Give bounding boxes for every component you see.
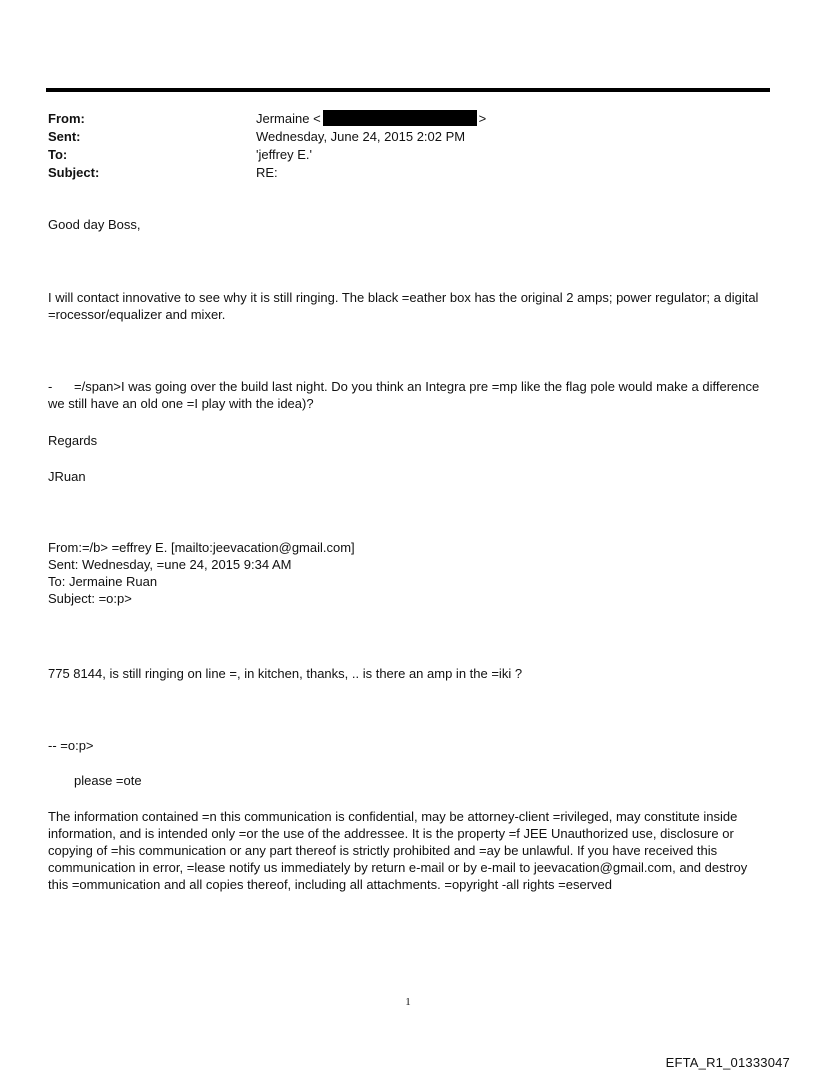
quoted-header <box>48 539 770 607</box>
confidentiality-disclaimer: The information contained =n this communication is confidential, may be attorney-client =rivileged, may constitute inside information, and is intended only =or the use of the addressee. It is the property =f JEE Unauthorized use, disclosure or copying of =his communication or any part thereof is strictly prohibited and =ay be unlawful. If you have received this communication in error, =lease notify us immediately by return e-mail or by e-mail to jeevacation@gmail.com, and destroy this =ommunication and all copies thereof, including all attachments. =opyright -all rights =eserved <box>48 809 748 892</box>
quoted-from: From:=/b> =effrey E. [mailto:jeevacation@gmail.com] <box>48 540 355 555</box>
regards: Regards <box>48 433 98 448</box>
quoted-sent: Sent: Wednesday, =une 24, 2015 9:34 AM <box>48 557 292 572</box>
to-row <box>48 146 748 164</box>
sent-label: Sent: <box>48 129 81 144</box>
sent-value: Wednesday, June 24, 2015 2:02 PM <box>256 129 466 144</box>
document-id: EFTA_R1_01333047 <box>665 1055 790 1070</box>
header-rule <box>46 88 770 92</box>
greeting: Good day Boss, <box>48 217 141 232</box>
quoted-to: To: Jermaine Ruan <box>48 574 158 589</box>
subject-label: Subject: <box>48 165 100 180</box>
from-suffix: > <box>478 111 487 126</box>
bullet-dash: - <box>48 379 53 394</box>
to-label: To: <box>48 147 68 162</box>
paragraph-contact: I will contact innovative to see why it is still ringing. The black =eather box has the original 2 amps; power regulator; a digital =rocessor/equalizer and mixer. <box>48 290 759 322</box>
from-value <box>256 110 748 128</box>
quoted-subject: Subject: =o:p> <box>48 591 132 606</box>
from-label: From: <box>48 111 85 126</box>
signature: JRuan <box>48 469 86 484</box>
quoted-message: 775 8144, is still ringing on line =, in kitchen, thanks, .. is there an amp in the =iki ? <box>48 666 523 681</box>
subject-row <box>48 164 748 182</box>
from-row <box>48 110 748 128</box>
email-header <box>48 110 748 182</box>
page-number: 1 <box>405 996 411 1008</box>
to-value: 'jeffrey E.' <box>256 147 313 162</box>
bullet-paragraph <box>48 378 770 412</box>
from-name: Jermaine < <box>256 111 321 126</box>
subject-value: RE: <box>256 165 278 180</box>
bullet-text: =/span>I was going over the build last night. Do you think an Integra pre =mp like the flag pole would make a difference we still have an old one =I play with the idea)? <box>48 379 760 411</box>
signature-separator: -- =o:p> <box>48 738 94 753</box>
please-note: please =ote <box>74 773 142 788</box>
sent-row <box>48 128 748 146</box>
redaction-box <box>323 110 477 126</box>
